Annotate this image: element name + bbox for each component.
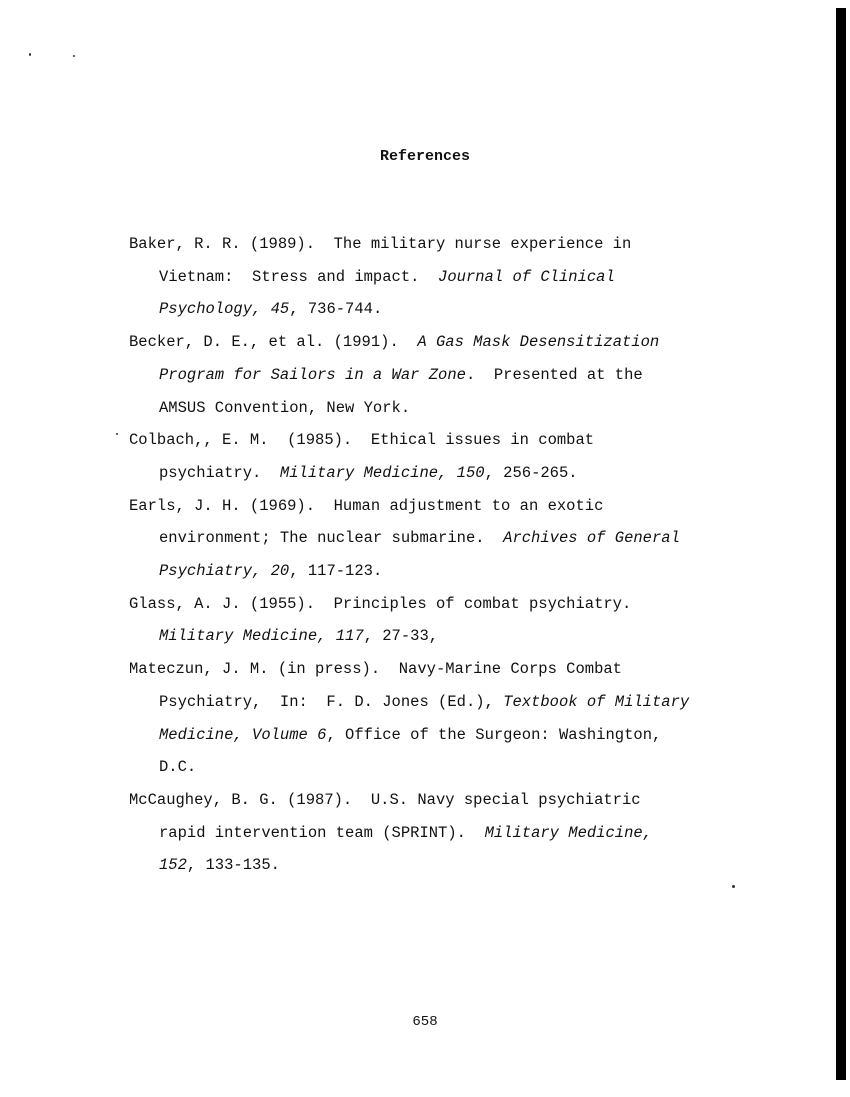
- reference-entry: [129, 653, 769, 784]
- reference-text: , 117-123.: [289, 562, 383, 581]
- scan-speck: [116, 433, 118, 435]
- reference-text: . Presented at the AMSUS Convention, New York.: [159, 365, 643, 417]
- scan-speck: [732, 885, 735, 888]
- reference-source: Military Medicine, 117: [159, 627, 364, 646]
- reference-text: Baker, R. R. (1989). The military nurse experience in Vietnam: Stress and impact.: [129, 235, 632, 286]
- scan-speck: [29, 53, 31, 56]
- reference-text: , 736-744.: [289, 300, 383, 319]
- reference-text: , 133-135.: [186, 856, 280, 875]
- reference-source: Journal of Clinical Psychology, 45: [159, 267, 615, 319]
- reference-entry: [129, 588, 769, 653]
- reference-text: Glass, A. J. (1955). Principles of combat psychiatry.: [129, 594, 632, 613]
- reference-text: , 27-33,: [363, 627, 439, 646]
- reference-text: Becker, D. E., et al. (1991).: [129, 333, 418, 352]
- reference-entry: [129, 424, 769, 489]
- reference-source: Archives of General Psychiatry, 20: [159, 529, 680, 581]
- page-number: 658: [412, 1014, 438, 1030]
- scan-edge-bar: [836, 8, 846, 1080]
- reference-entry: [129, 784, 769, 882]
- reference-text: , 256-265.: [484, 463, 578, 482]
- reference-list: [129, 228, 769, 882]
- reference-source: Military Medicine, 152: [159, 823, 652, 875]
- reference-source: Military Medicine, 150: [279, 463, 485, 482]
- reference-text: Colbach,, E. M. (1985). Ethical issues in combat psychiatry.: [129, 431, 595, 482]
- reference-source: A Gas Mask Desensitization Program for Sailors in a War Zone: [159, 333, 660, 384]
- reference-text: McCaughey, B. G. (1987). U.S. Navy special psychiatric rapid intervention team (SPRINT).: [129, 790, 641, 842]
- scan-speck: [73, 55, 75, 57]
- reference-text: Earls, J. H. (1969). Human adjustment to an exotic environment; The nuclear submarine.: [129, 496, 604, 548]
- reference-entry: [129, 326, 769, 424]
- reference-text: , Office of the Surgeon: Washington, D.C.: [159, 725, 662, 777]
- reference-text: Mateczun, J. M. (in press). Navy-Marine Corps Combat Psychiatry, In: F. D. Jones (Ed.),: [129, 660, 622, 711]
- reference-entry: [129, 490, 769, 588]
- page-heading: References: [379, 148, 470, 165]
- reference-source: Textbook of Military Medicine, Volume 6: [159, 692, 690, 744]
- reference-entry: [129, 228, 769, 326]
